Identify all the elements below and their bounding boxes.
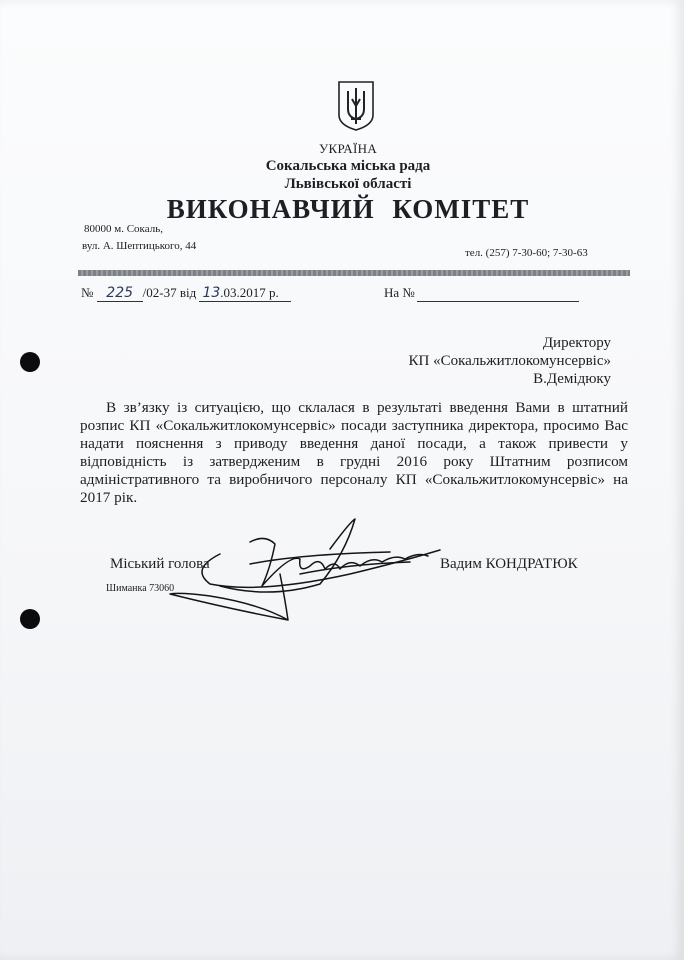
trident-icon [336, 79, 376, 132]
punch-hole-top [20, 352, 40, 372]
executor-note: Шиманка 73060 [106, 583, 175, 594]
region-name: Львівської області [284, 176, 412, 192]
address-line-1: 80000 м. Сокаль, [84, 223, 163, 235]
punch-hole-bottom [20, 609, 40, 629]
handwritten-signature [150, 514, 450, 626]
number-value: 225 [97, 285, 143, 302]
in-reply-blank [417, 301, 579, 302]
number-sign: № [81, 285, 94, 300]
committee-title: ВИКОНАВЧИЙ КОМІТЕТ [166, 194, 530, 224]
header-divider [78, 270, 630, 276]
number-index: /02-37 від [142, 285, 197, 300]
outgoing-number [81, 285, 291, 302]
phone-numbers: тел. (257) 7-30-60; 7-30-63 [465, 247, 588, 259]
addressee-organization: КП «Сокальжитлокомунсервіс» [408, 353, 611, 369]
date-rest: .03.2017 р. [220, 285, 279, 300]
country-name: УКРАЇНА [318, 141, 378, 156]
in-reply-label: На № [384, 285, 415, 300]
letter-body [80, 399, 628, 507]
signatory-name: Вадим КОНДРАТЮК [440, 556, 578, 572]
addressee-name: В.Демідюку [533, 371, 611, 387]
signatory-position: Міський голова [110, 556, 210, 572]
council-name: Сокальська міська рада [265, 158, 431, 174]
addressee-title: Директору [542, 335, 611, 351]
body-paragraph: В зв’язку із ситуацією, що склалася в результаті введення Вами в штатний розпис КП «Сокальжитлокомунсервіс» посади заступника директора, просимо Вас надати пояснення з приводу введення даної посади, а також привести у відповідність із затвердженим в грудні 2016 року Штатним розписом адміністративного та виробничого персоналу КП «Сокальжитлокомунсервіс» на 2017 рік. [80, 399, 628, 506]
date-day: 13 [202, 285, 221, 301]
address-line-2: вул. А. Шептицького, 44 [82, 240, 197, 252]
